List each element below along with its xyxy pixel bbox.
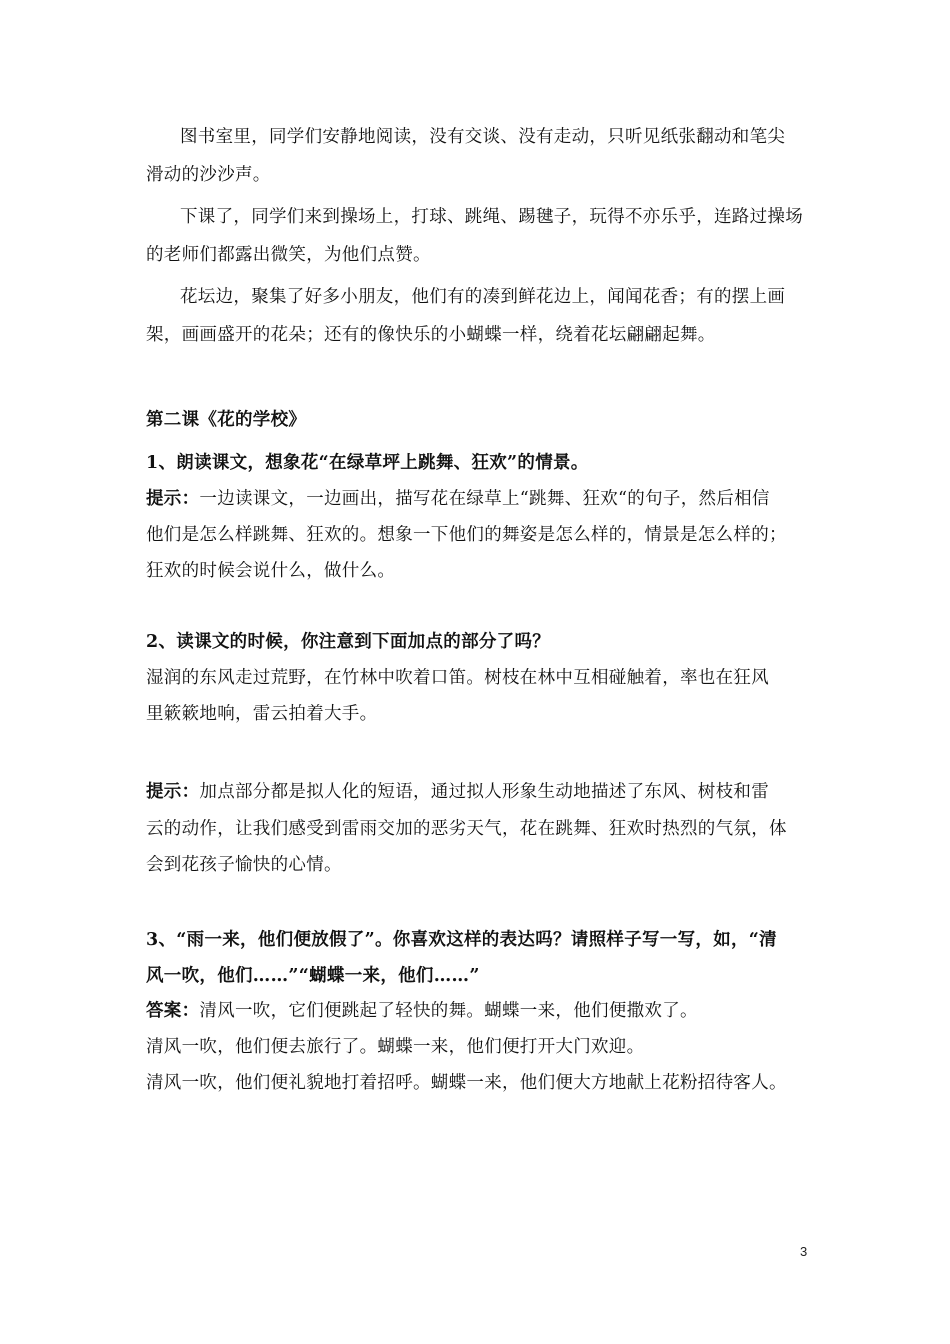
question-3-line-2: 风一吹，他们……”“蝴蝶一来，他们……”: [146, 966, 480, 986]
hint-text: 加点部分都是拟人化的短语，通过拟人形象生动地描述了东风、树枝和雷: [199, 782, 770, 802]
paragraph-2-line-1: 下课了，同学们来到操场上，打球、跳绳、踢毽子，玩得不亦乐乎，连路过操场: [180, 207, 803, 227]
lesson-title: 第二课《花的学校》: [146, 410, 307, 430]
hint-label: 提示：: [146, 782, 200, 802]
paragraph-1-line-2: 滑动的沙沙声。: [146, 165, 271, 185]
question-2-hint-line-1: [146, 780, 810, 804]
question-3-answer-line-3: 清风一吹，他们便礼貌地打着招呼。蝴蝶一来，他们便大方地献上花粉招待客人。: [146, 1073, 787, 1093]
question-2: 2、读课文的时候，你注意到下面加点的部分了吗？: [146, 632, 551, 652]
hint-text: 一边读课文，一边画出，描写花在绿草上“跳舞、狂欢“的句子，然后相信: [199, 489, 770, 509]
paragraph-2-line-2: 的老师们都露出微笑，为他们点赞。: [146, 245, 431, 265]
question-1: 1、朗读课文，想象花“在绿草坪上跳舞、狂欢”的情景。: [146, 453, 589, 473]
question-3-answer-line-1: [146, 999, 810, 1023]
paragraph-3-line-2: 架，画画盛开的花朵；还有的像快乐的小蝴蝶一样，绕着花坛翩翩起舞。: [146, 325, 716, 345]
hint-label: 提示：: [146, 489, 200, 509]
paragraph-3-line-1: 花坛边，聚集了好多小朋友，他们有的凑到鲜花边上，闻闻花香；有的摆上画: [180, 287, 786, 307]
question-1-hint-line-2: 他们是怎么样跳舞、狂欢的。想象一下他们的舞姿是怎么样的，情景是怎么样的；: [146, 525, 787, 545]
question-3-answer-line-2: 清风一吹，他们便去旅行了。蝴蝶一来，他们便打开大门欢迎。: [146, 1037, 645, 1057]
question-1-hint-line-1: [146, 487, 810, 511]
paragraph-1-line-1: 图书室里，同学们安静地阅读，没有交谈、没有走动，只听见纸张翻动和笔尖: [180, 127, 786, 147]
question-2-text-line-2: 里簌簌地响，雷云拍着大手。: [146, 704, 378, 724]
page-number: 3: [800, 1244, 808, 1259]
question-3-line-1: 3、“雨一来，他们便放假了”。你喜欢这样的表达吗？请照样子写一写，如，“清: [146, 930, 777, 950]
answer-text: 清风一吹，它们便跳起了轻快的舞。蝴蝶一来，他们便撒欢了。: [199, 1001, 698, 1021]
question-2-text-line-1: 湿润的东风走过荒野，在竹林中吹着口笛。树枝在林中互相碰触着，率也在狂风: [146, 668, 769, 688]
answer-label: 答案：: [146, 1001, 200, 1021]
question-2-hint-line-2: 云的动作，让我们感受到雷雨交加的恶劣天气，花在跳舞、狂欢时热烈的气氛，体: [146, 819, 787, 839]
question-1-hint-line-3: 狂欢的时候会说什么，做什么。: [146, 561, 396, 581]
question-2-hint-line-3: 会到花孩子愉快的心情。: [146, 855, 342, 875]
